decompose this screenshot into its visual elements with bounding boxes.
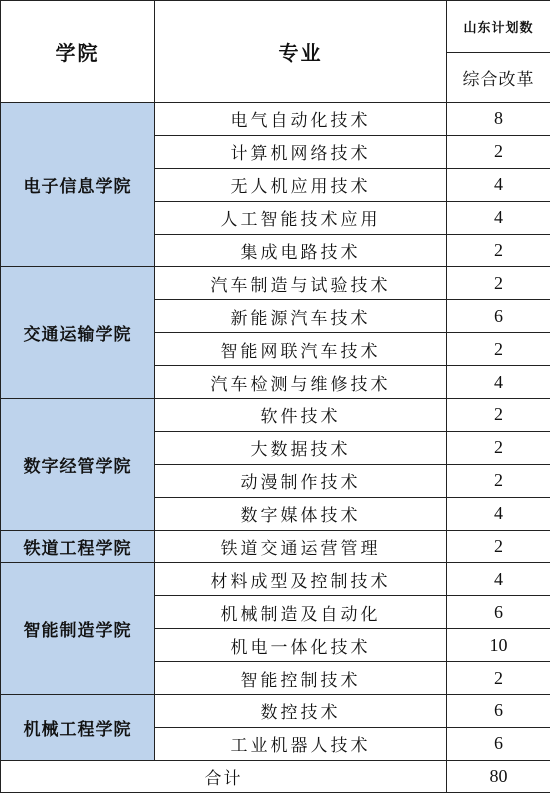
- major-name: 智能网联汽车技术: [155, 333, 447, 366]
- college-name: 智能制造学院: [1, 563, 155, 695]
- plan-count: 2: [447, 662, 550, 695]
- plan-header: 山东计划数: [447, 1, 550, 53]
- major-name: 智能控制技术: [155, 662, 447, 695]
- table-body: [1, 103, 550, 793]
- plan-count: 2: [447, 399, 550, 432]
- major-name: 人工智能技术应用: [155, 201, 447, 234]
- plan-count: 6: [447, 300, 550, 333]
- table-row: [1, 399, 550, 432]
- plan-count: 2: [447, 431, 550, 464]
- plan-count: 6: [447, 695, 550, 728]
- college-header: 学院: [1, 1, 155, 103]
- table-row: [1, 530, 550, 563]
- plan-count: 4: [447, 168, 550, 201]
- college-name: 机械工程学院: [1, 695, 155, 761]
- plan-count: 4: [447, 563, 550, 596]
- major-name: 工业机器人技术: [155, 727, 447, 760]
- major-name: 机电一体化技术: [155, 629, 447, 662]
- plan-subheader: 综合改革: [447, 53, 550, 103]
- major-name: 机械制造及自动化: [155, 596, 447, 629]
- college-name: 交通运输学院: [1, 267, 155, 399]
- college-name: 电子信息学院: [1, 103, 155, 267]
- major-name: 数字媒体技术: [155, 497, 447, 530]
- major-name: 铁道交通运营管理: [155, 530, 447, 563]
- plan-count: 2: [447, 234, 550, 267]
- plan-count: 4: [447, 201, 550, 234]
- major-name: 材料成型及控制技术: [155, 563, 447, 596]
- plan-count: 4: [447, 497, 550, 530]
- major-name: 无人机应用技术: [155, 168, 447, 201]
- college-name: 数字经管学院: [1, 399, 155, 531]
- plan-count: 2: [447, 333, 550, 366]
- major-name: 大数据技术: [155, 431, 447, 464]
- major-name: 集成电路技术: [155, 234, 447, 267]
- plan-count: 2: [447, 530, 550, 563]
- plan-count: 8: [447, 103, 550, 136]
- plan-count: 10: [447, 629, 550, 662]
- plan-count: 6: [447, 596, 550, 629]
- table-row: [1, 563, 550, 596]
- plan-count: 2: [447, 135, 550, 168]
- college-name: 铁道工程学院: [1, 530, 155, 563]
- table-row: [1, 103, 550, 136]
- table-row: [1, 695, 550, 728]
- major-name: 汽车检测与维修技术: [155, 366, 447, 399]
- plan-count: 4: [447, 366, 550, 399]
- plan-count: 2: [447, 267, 550, 300]
- table-row: [1, 267, 550, 300]
- major-name: 计算机网络技术: [155, 135, 447, 168]
- total-label: 合计: [1, 760, 447, 792]
- header-row: [1, 1, 550, 53]
- plan-count: 6: [447, 727, 550, 760]
- total-count: 80: [447, 760, 550, 792]
- major-name: 动漫制作技术: [155, 464, 447, 497]
- major-name: 新能源汽车技术: [155, 300, 447, 333]
- major-name: 汽车制造与试验技术: [155, 267, 447, 300]
- major-name: 电气自动化技术: [155, 103, 447, 136]
- plan-count: 2: [447, 464, 550, 497]
- major-header: 专业: [155, 1, 447, 103]
- major-name: 数控技术: [155, 695, 447, 728]
- total-row: [1, 760, 550, 792]
- major-name: 软件技术: [155, 399, 447, 432]
